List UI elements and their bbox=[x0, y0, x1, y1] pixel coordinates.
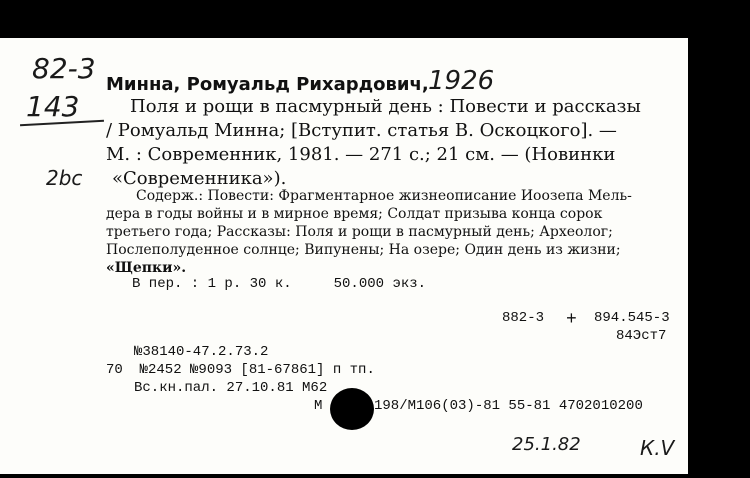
contents-line-2: дера в годы войны и в мирное время; Солдат призыва конца сорок bbox=[106, 206, 603, 222]
title-line-3: М. : Современник, 1981. — 271 с.; 21 см. — (Новинки bbox=[106, 144, 616, 165]
contents-line-5: «Щепки». bbox=[106, 260, 187, 276]
record-line-2: 70 №2452 №9093 [81-67861] п тп. bbox=[106, 362, 375, 378]
record-line-4: М bbox=[314, 398, 323, 414]
title-line-1: Поля и рощи в пасмурный день : Повести и рассказы bbox=[130, 96, 641, 117]
ink-blot bbox=[330, 388, 374, 430]
handwritten-year: 1926 bbox=[428, 66, 495, 96]
title-line-4: «Современника»). bbox=[112, 168, 287, 189]
classification-plus: + bbox=[566, 310, 577, 330]
code-line: 198/М106(03)-81 55-81 4702010200 bbox=[374, 398, 643, 414]
contents-line-4: Послеполуденное солнце; Випунены; На озере; Один день из жизни; bbox=[106, 242, 621, 258]
classification-right: 894.545-3 bbox=[594, 310, 670, 326]
contents-line-1: Содерж.: Повести: Фрагментарное жизнеописание Иоозепа Мель- bbox=[136, 188, 632, 204]
handwritten-initials: К.V bbox=[640, 436, 675, 460]
classification-sub: 84Эст7 bbox=[616, 328, 667, 344]
shelf-mark-top: 82-3 bbox=[32, 52, 96, 85]
contents-line-3: третьего года; Рассказы: Поля и рощи в пасмурный день; Археолог; bbox=[106, 224, 613, 240]
author-heading: Минна, Ромуальд Рихардович, bbox=[106, 74, 429, 95]
handwritten-date: 25.1.82 bbox=[512, 434, 581, 455]
record-line-3: Вс.кн.пал. 27.10.81 М62 bbox=[134, 380, 328, 396]
handwritten-side-note: 2bc bbox=[46, 166, 83, 190]
shelf-mark-bottom: 143 bbox=[26, 90, 80, 123]
title-line-2: / Ромуальд Минна; [Вступит. статья В. Оскоцкого]. — bbox=[106, 120, 617, 141]
classification-left: 882-3 bbox=[502, 310, 545, 326]
price-line: В пер. : 1 р. 30 к. 50.000 экз. bbox=[132, 276, 427, 292]
record-line-1: №38140-47.2.73.2 bbox=[134, 344, 269, 360]
